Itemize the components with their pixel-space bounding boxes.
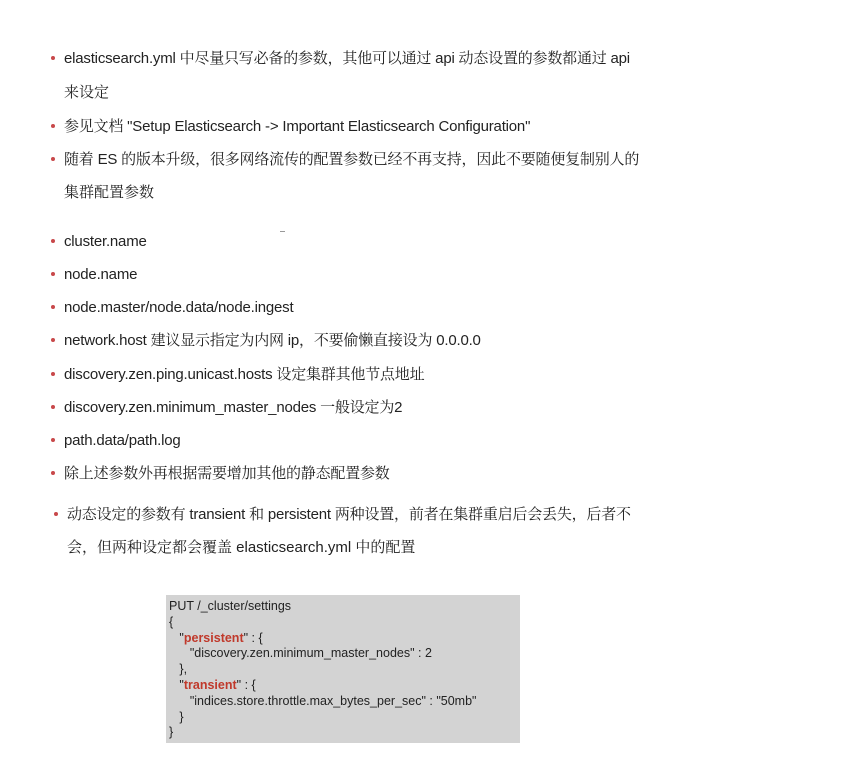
list-item-continuation: 集群配置参数 <box>64 184 155 201</box>
code-text: : { <box>248 630 263 645</box>
list-item-text: 随着 ES 的版本升级，很多网络流传的配置参数已经不再支持，因此不要随便复制别人的 <box>64 151 640 168</box>
list-item-text: discovery.zen.ping.unicast.hosts 设定集群其他节点地址 <box>64 366 425 383</box>
code-line: { <box>169 614 174 629</box>
code-line: "persistent" : { <box>169 630 263 645</box>
stray-mark <box>280 231 285 232</box>
code-line <box>169 662 520 678</box>
bullet-icon <box>51 438 55 442</box>
code-text: }, <box>179 662 188 677</box>
list-item <box>64 258 137 291</box>
code-line: "transient" : { <box>169 677 256 692</box>
list-item <box>64 291 293 324</box>
list-item <box>64 42 630 75</box>
list-item-text: 参见文档 "Setup Elasticsearch -> Important Elasticsearch Configuration" <box>64 118 531 135</box>
code-text: "discovery.zen.minimum_master_nodes" : 2 <box>189 646 432 661</box>
list-item <box>64 457 390 490</box>
list-item-text: elasticsearch.yml 中尽量只写必备的参数，其他可以通过 api 动态设置的参数都通过 api <box>64 50 630 67</box>
bullet-icon <box>51 124 55 128</box>
bullet-icon <box>51 405 55 409</box>
list-item-text: 除上述参数外再根据需要增加其他的静态配置参数 <box>64 465 390 482</box>
list-item-text: 动态设定的参数有 transient 和 persistent 两种设置，前者在集群重启后会丢失，后者不 <box>67 506 631 523</box>
code-text: "indices.store.throttle.max_bytes_per_sec" : "50mb" <box>189 693 477 708</box>
list-item <box>64 324 481 357</box>
list-item-text: node.master/node.data/node.ingest <box>64 299 294 316</box>
code-text: } <box>179 709 184 724</box>
code-line <box>169 646 520 662</box>
bullet-icon <box>51 372 55 376</box>
code-text: : { <box>241 677 256 692</box>
list-item-text: cluster.name <box>64 233 147 250</box>
code-request-line: PUT /_cluster/settings <box>169 599 292 613</box>
list-item <box>64 424 181 457</box>
list-item-text: node.name <box>64 266 138 283</box>
bullet-icon <box>51 56 55 60</box>
code-keyword-transient: transient <box>183 677 237 692</box>
bullet-icon <box>51 305 55 309</box>
list-item-text: path.data/path.log <box>64 432 181 449</box>
list-item <box>67 498 631 531</box>
list-item <box>64 110 530 143</box>
code-keyword-persistent: persistent <box>183 630 244 645</box>
list-item <box>64 143 639 176</box>
bullet-icon <box>51 157 55 161</box>
bullet-icon <box>54 512 58 516</box>
bullet-icon <box>51 272 55 276</box>
list-item-text: network.host 建议显示指定为内网 ip，不要偷懒直接设为 0.0.0.0 <box>64 332 481 349</box>
bullet-icon <box>51 471 55 475</box>
list-item-continuation: 会，但两种设定都会覆盖 elasticsearch.yml 中的配置 <box>67 539 416 556</box>
code-line: } <box>169 725 174 740</box>
bullet-icon <box>51 338 55 342</box>
list-item <box>64 225 147 258</box>
list-item <box>64 358 424 391</box>
code-line <box>169 694 520 710</box>
list-item-text: discovery.zen.minimum_master_nodes 一般设定为2 <box>64 399 403 416</box>
bullet-icon <box>51 239 55 243</box>
code-block <box>166 595 520 743</box>
list-item-continuation: 来设定 <box>64 84 110 101</box>
list-item <box>64 391 402 424</box>
code-line <box>169 710 520 726</box>
